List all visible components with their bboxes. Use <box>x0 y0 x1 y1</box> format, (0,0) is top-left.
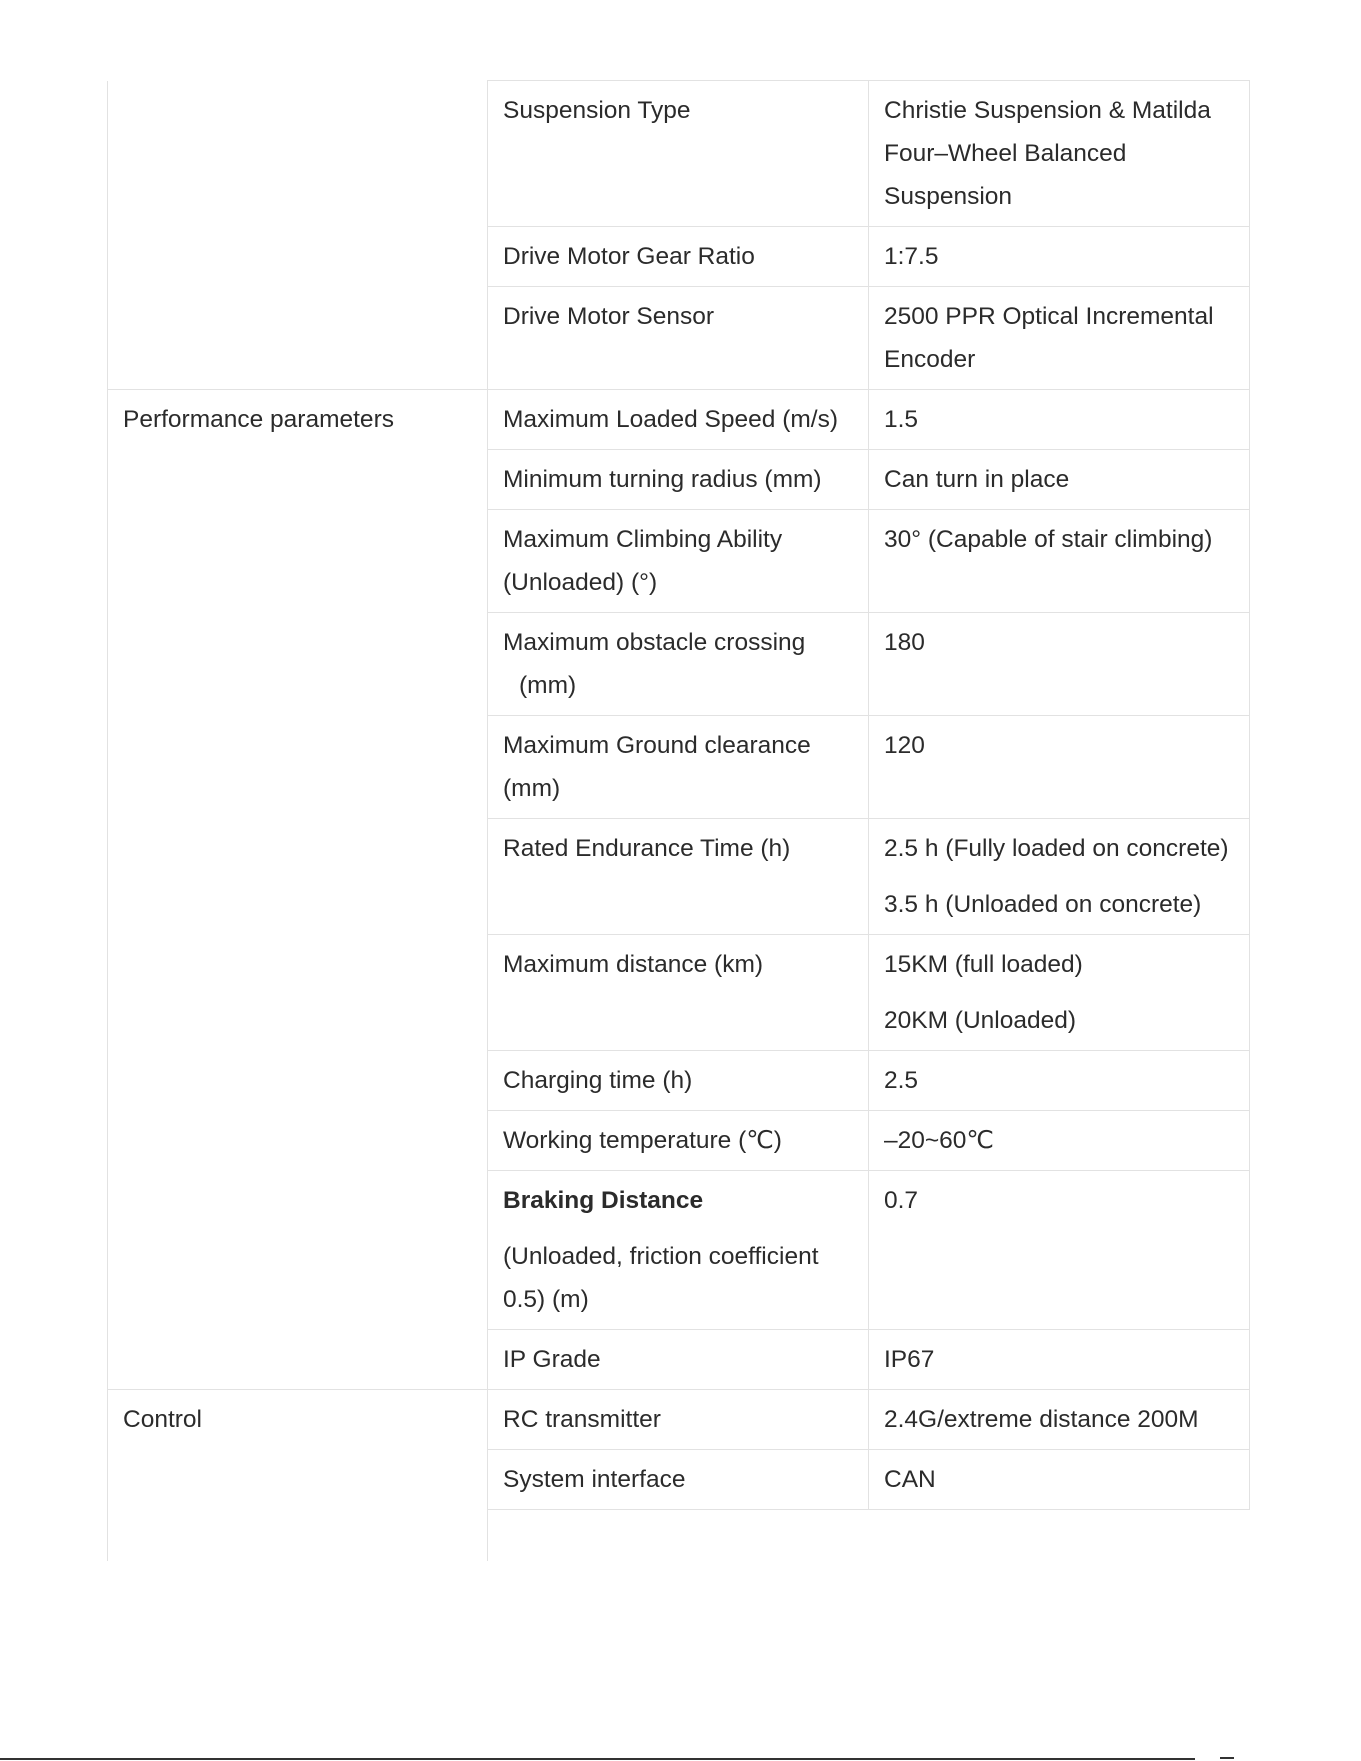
value-cell <box>869 613 1250 716</box>
param-label: Maximum distance (km) <box>503 951 764 978</box>
param-value: 30° (Capable of stair climbing) <box>884 526 1213 553</box>
param-value: 20KM (Unloaded) <box>884 1007 1077 1034</box>
param-label: IP Grade <box>503 1346 601 1373</box>
param-cell <box>488 1330 869 1390</box>
param-label: Maximum Ground clearance (mm) <box>503 732 811 802</box>
param-value: CAN <box>884 1466 936 1493</box>
param-cell <box>488 1390 869 1450</box>
param-value: 1:7.5 <box>884 243 939 270</box>
value-cell <box>869 1390 1250 1450</box>
table-row <box>108 390 1250 450</box>
param-value: 1.5 <box>884 406 919 433</box>
page-bottom-mark <box>1220 1757 1234 1759</box>
param-value: 3.5 h (Unloaded on concrete) <box>884 891 1202 918</box>
param-value: 2.5 h (Fully loaded on concrete) <box>884 835 1229 862</box>
table-row <box>108 1390 1250 1450</box>
category-cell <box>108 81 488 390</box>
param-cell <box>488 1171 869 1330</box>
value-cell <box>869 287 1250 390</box>
param-cell <box>488 450 869 510</box>
value-cell <box>869 1171 1250 1330</box>
value-cell <box>869 819 1250 935</box>
param-value: 2.4G/extreme distance 200M <box>884 1406 1199 1433</box>
category-label: Performance parameters <box>123 406 394 433</box>
value-cell-empty <box>869 1510 1250 1561</box>
param-cell <box>488 716 869 819</box>
category-label: Control <box>123 1406 202 1433</box>
param-cell <box>488 227 869 287</box>
param-cell <box>488 1450 869 1510</box>
param-cell <box>488 1111 869 1171</box>
param-cell <box>488 1051 869 1111</box>
param-label: Maximum Climbing Ability (Unloaded) (°) <box>503 526 783 596</box>
param-value: Can turn in place <box>884 466 1070 493</box>
param-value: –20~60℃ <box>884 1127 994 1154</box>
param-value: 2.5 <box>884 1067 919 1094</box>
param-cell <box>488 935 869 1051</box>
param-value: 180 <box>884 629 925 656</box>
param-value: 0.7 <box>884 1187 919 1214</box>
param-value: Christie Suspension & Matilda Four–Wheel Balanced Suspension <box>884 97 1211 210</box>
page-bottom-rule <box>0 1758 1195 1760</box>
category-cell <box>108 390 488 1390</box>
param-label: Drive Motor Sensor <box>503 303 715 330</box>
param-value: 120 <box>884 732 925 759</box>
value-cell <box>869 450 1250 510</box>
param-value: IP67 <box>884 1346 935 1373</box>
value-cell <box>869 1330 1250 1390</box>
param-label: Suspension Type <box>503 97 691 124</box>
param-label: Braking Distance <box>503 1187 704 1214</box>
param-label: System interface <box>503 1466 686 1493</box>
param-label: Working temperature (℃) <box>503 1127 782 1154</box>
param-cell <box>488 81 869 227</box>
param-label-detail: (Unloaded, friction coefficient 0.5) (m) <box>503 1243 819 1313</box>
value-cell <box>869 935 1250 1051</box>
param-label-unit: (mm) <box>519 672 577 699</box>
value-cell <box>869 227 1250 287</box>
spec-table <box>107 80 1250 1561</box>
value-cell <box>869 1111 1250 1171</box>
value-cell <box>869 390 1250 450</box>
category-cell <box>108 1390 488 1561</box>
param-label: Minimum turning radius (mm) <box>503 466 822 493</box>
value-cell <box>869 716 1250 819</box>
param-value: 2500 PPR Optical Incremental Encoder <box>884 303 1214 373</box>
table-row <box>108 81 1250 227</box>
param-cell-empty <box>488 1510 869 1561</box>
value-cell <box>869 1051 1250 1111</box>
param-label: Maximum Loaded Speed (m/s) <box>503 406 838 433</box>
param-cell <box>488 510 869 613</box>
value-cell <box>869 510 1250 613</box>
value-cell <box>869 1450 1250 1510</box>
param-cell <box>488 390 869 450</box>
param-label: Drive Motor Gear Ratio <box>503 243 755 270</box>
param-label: RC transmitter <box>503 1406 661 1433</box>
param-label: Charging time (h) <box>503 1067 693 1094</box>
param-cell <box>488 819 869 935</box>
param-label: Maximum obstacle crossing <box>503 629 806 656</box>
param-cell <box>488 613 869 716</box>
param-value: 15KM (full loaded) <box>884 951 1083 978</box>
param-cell <box>488 287 869 390</box>
param-label: Rated Endurance Time (h) <box>503 835 791 862</box>
value-cell <box>869 81 1250 227</box>
